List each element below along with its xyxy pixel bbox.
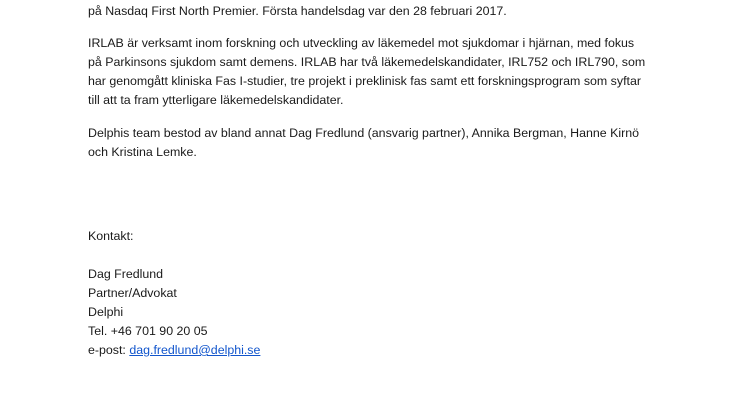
team-paragraph-line: Delphis team bestod av bland annat Dag Fredlund (ansvarig partner), Annika Bergman, Hanne Kirnö bbox=[88, 126, 640, 140]
contact-title: Partner/Advokat bbox=[88, 286, 177, 300]
contact-name: Dag Fredlund bbox=[88, 267, 164, 281]
irlab-paragraph-line: har genomgått kliniska Fas I-studier, tre projekt i preklinisk fas samt ett forskningsprogram som syftar bbox=[88, 74, 641, 88]
irlab-paragraph-line: på Parkinsons sjukdom samt demens. IRLAB har två läkemedelskandidater, IRL752 och IRL790, som bbox=[88, 55, 646, 69]
contact-email-line bbox=[88, 342, 260, 358]
contact-phone: Tel. +46 701 90 20 05 bbox=[88, 324, 208, 338]
email-label: e-post: bbox=[88, 343, 130, 357]
team-paragraph-line: och Kristina Lemke. bbox=[88, 145, 197, 159]
irlab-paragraph-line: IRLAB är verksamt inom forskning och utveckling av läkemedel mot sjukdomar i hjärnan, med fokus bbox=[88, 36, 635, 50]
email-link[interactable]: dag.fredlund@delphi.se bbox=[129, 343, 261, 357]
contact-company: Delphi bbox=[88, 305, 124, 319]
contact-heading: Kontakt: bbox=[88, 229, 134, 243]
irlab-paragraph-line: till att ta fram ytterligare läkemedelskandidater. bbox=[88, 93, 344, 107]
intro-paragraph-tail: på Nasdaq First North Premier. Första handelsdag var den 28 februari 2017. bbox=[88, 4, 507, 18]
